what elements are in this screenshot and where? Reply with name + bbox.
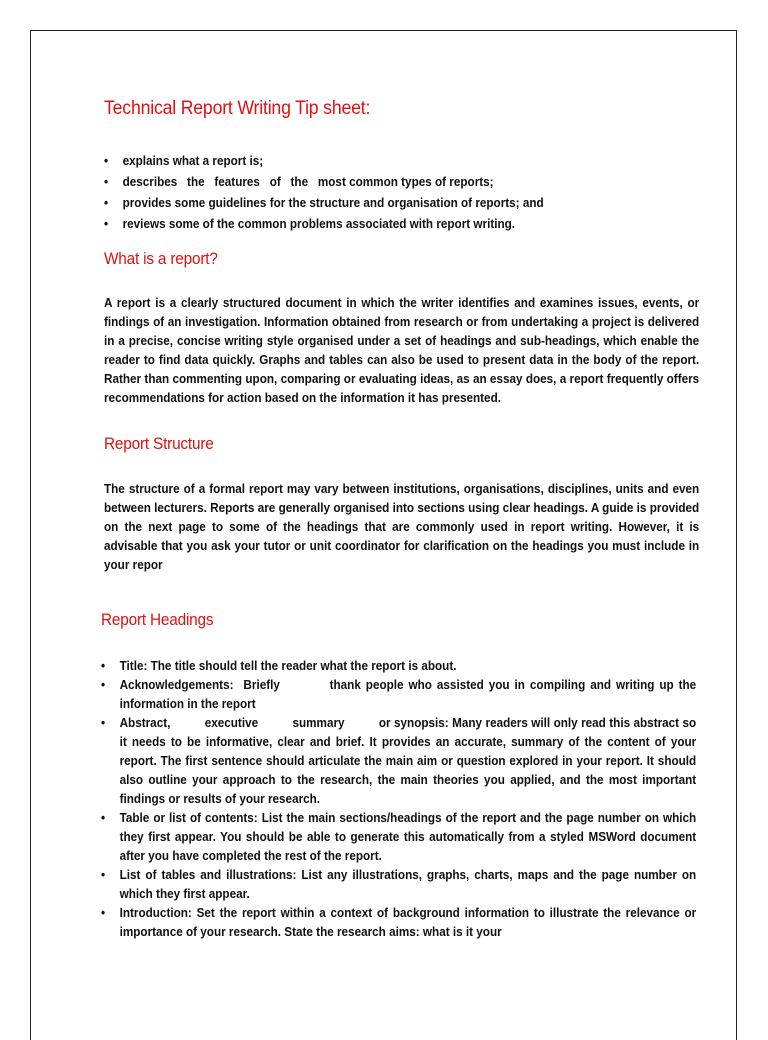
section-heading-what-is: What is a report? — [104, 250, 218, 268]
section-heading-report-headings: Report Headings — [101, 611, 214, 629]
bullet-icon: • — [101, 868, 106, 882]
bullet-icon: • — [101, 811, 106, 825]
structure-paragraph: The structure of a formal report may vary between institutions, organisations, disciplines, units and even between lecturers. Reports are generally organised into sections using clear headings. A guide is provided on the next page to some of the headings that are commonly used in report writing. However, it is advisable that you ask your tutor or unit coordinator for clarification on the headings you must include in your repor — [104, 482, 700, 572]
bullet-icon: • — [101, 716, 106, 730]
intro-bullet-item: • explains what a report is; — [104, 152, 699, 171]
bullet-icon: • — [101, 659, 106, 673]
list-item: • Abstract, executive summary or synopsis: Many readers will only read this abstract so it needs to be informative, clear and brief. It provides an accurate, summary of the content of your report. The first sentence should articulate the main aim or question explored in your report. It should also outline your approach to the research, the main theories you applied, and the most important findings or results of your research. — [101, 716, 700, 806]
intro-bullet-item: • describes the features of the most common types of reports; — [104, 173, 699, 192]
section-heading-structure: Report Structure — [104, 435, 214, 453]
list-item: • Table or list of contents: List the main sections/headings of the report and the page number on which they first appear. You should be able to generate this automatically from a styled MSWord document after you have completed the rest of the report. — [101, 811, 697, 863]
intro-bullet-item: • provides some guidelines for the structure and organisation of reports; and — [104, 194, 699, 213]
document-content — [101, 96, 700, 942]
list-item: • Acknowledgements: Briefly thank people who assisted you in compiling and writing up the information in the report — [101, 678, 700, 711]
list-item: • List of tables and illustrations: List any illustrations, graphs, charts, maps and the page number on which they first appear. — [101, 868, 697, 901]
report-headings-list — [101, 657, 700, 942]
bullet-icon: • — [104, 175, 109, 189]
intro-bullet-item: • reviews some of the common problems associated with report writing. — [104, 215, 699, 234]
list-item: • Title: The title should tell the reader what the report is about. — [101, 657, 696, 676]
bullet-icon: • — [104, 154, 109, 168]
bullet-icon: • — [101, 678, 106, 692]
bullet-icon: • — [101, 906, 106, 920]
bullet-icon: • — [104, 196, 109, 210]
list-item: • Introduction: Set the report within a context of background information to illustrate the relevance or importance of your research. State the research aims: what is it your — [101, 906, 697, 939]
bullet-icon: • — [104, 217, 109, 231]
intro-bullet-list — [104, 152, 699, 234]
what-is-paragraph: A report is a clearly structured document in which the writer identifies and examines issues, events, or findings of an investigation. Information obtained from research or from undertaking a project is delivered in a precise, concise writing style organised under a set of headings and sub-headings, which enable the reader to find data quickly. Graphs and tables can also be used to present data in the body of the report. Rather than commenting upon, comparing or evaluating ideas, as an essay does, a report frequently offers recommendations for action based on the information it has presented. — [104, 296, 700, 405]
document-title: Technical Report Writing Tip sheet: — [104, 98, 371, 119]
